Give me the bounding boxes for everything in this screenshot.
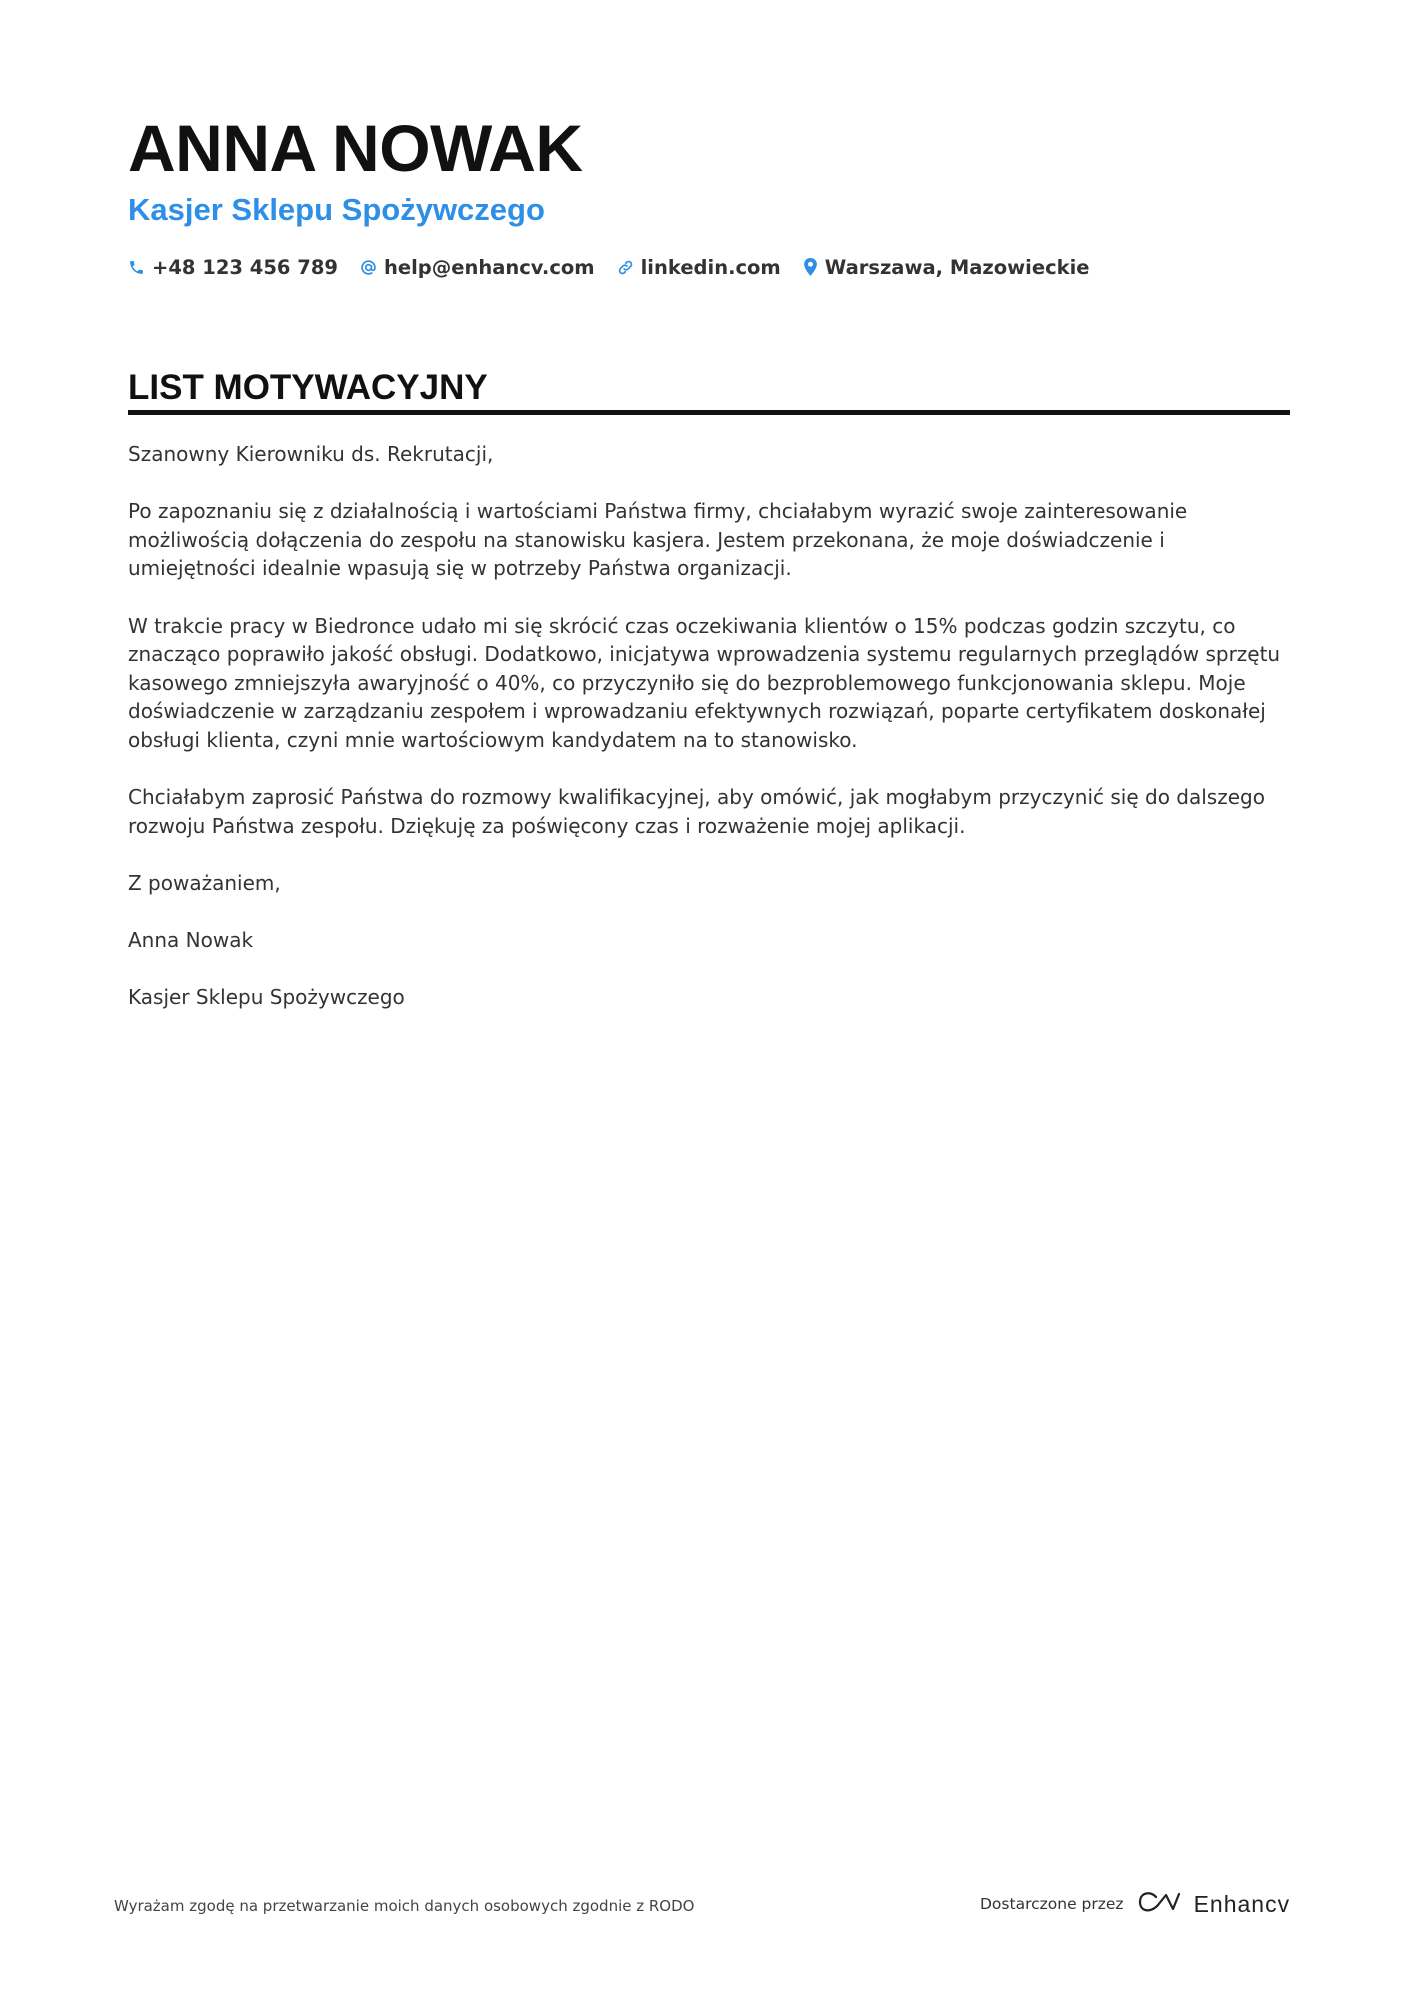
at-icon — [360, 259, 377, 276]
powered-by-label: Dostarczone przez — [980, 1895, 1124, 1913]
phone-icon — [128, 259, 145, 276]
section-title: LIST MOTYWACYJNY — [128, 368, 488, 407]
brand-name: Enhancv — [1193, 1890, 1291, 1917]
contact-location — [803, 256, 1090, 279]
contact-phone — [128, 256, 338, 279]
candidate-name: ANNA NOWAK — [128, 111, 583, 185]
contact-email-text: help@enhancv.com — [383, 255, 595, 279]
contact-email — [360, 256, 595, 279]
contact-bar — [128, 252, 1090, 282]
contact-linkedin-text: linkedin.com — [640, 255, 781, 279]
letter-closing: Z poważaniem, — [128, 870, 281, 895]
contact-linkedin — [617, 256, 781, 279]
job-title: Kasjer Sklepu Spożywczego — [128, 192, 545, 227]
powered-by[interactable] — [980, 1888, 1290, 1920]
letter-paragraph: Chciałabym zaprosić Państwa do rozmowy kwalifikacyjnej, aby omówić, jak mogłabym przyczynić się do dalszego rozwoju Państwa zespołu. Dziękuję za poświęcony czas i rozważenie mojej aplikacji. — [128, 785, 1265, 838]
letter-paragraph: W trakcie pracy w Biedronce udało mi się skrócić czas oczekiwania klientów o 15% podczas godzin szczytu, co znacząco poprawiło jakość obsługi. Dodatkowo, inicjatywa wprowadzenia systemu regularnych przeglądów sprzętu kasowego zmniejszyła awaryjność o 40%, co przyczyniło się do bezproblemowego funkcjonowania sklepu. Moje doświadczenie w zarządzaniu zespołem i wprowadzaniu efektywnych rozwiązań, poparte certyfikatem doskonałej obsługi klienta, czyni mnie wartościowym kandydatem na to stanowisko. — [128, 613, 1281, 752]
signature-name: Anna Nowak — [128, 928, 254, 953]
letter-body — [128, 440, 1290, 1040]
contact-location-text: Warszawa, Mazowieckie — [824, 255, 1090, 279]
section-divider — [128, 410, 1290, 415]
enhancv-logo-icon — [1136, 1889, 1182, 1919]
letter-greeting: Szanowny Kierowniku ds. Rekrutacji, — [128, 442, 494, 466]
signature-title: Kasjer Sklepu Spożywczego — [128, 985, 405, 1010]
letter-paragraph: Po zapoznaniu się z działalnością i wartościami Państwa firmy, chciałabym wyrazić swoje zainteresowanie możliwością dołączenia do zespołu na stanowisku kasjera. Jestem przekonana, że moje doświadczenie i umiejętności idealnie wpasują się w potrzeby Państwa organizacji. — [128, 499, 1188, 581]
gdpr-consent: Wyrażam zgodę na przetwarzanie moich danych osobowych zgodnie z RODO — [114, 1897, 695, 1915]
link-icon — [617, 259, 634, 276]
location-pin-icon — [803, 258, 818, 276]
contact-phone-text: +48 123 456 789 — [152, 255, 338, 279]
